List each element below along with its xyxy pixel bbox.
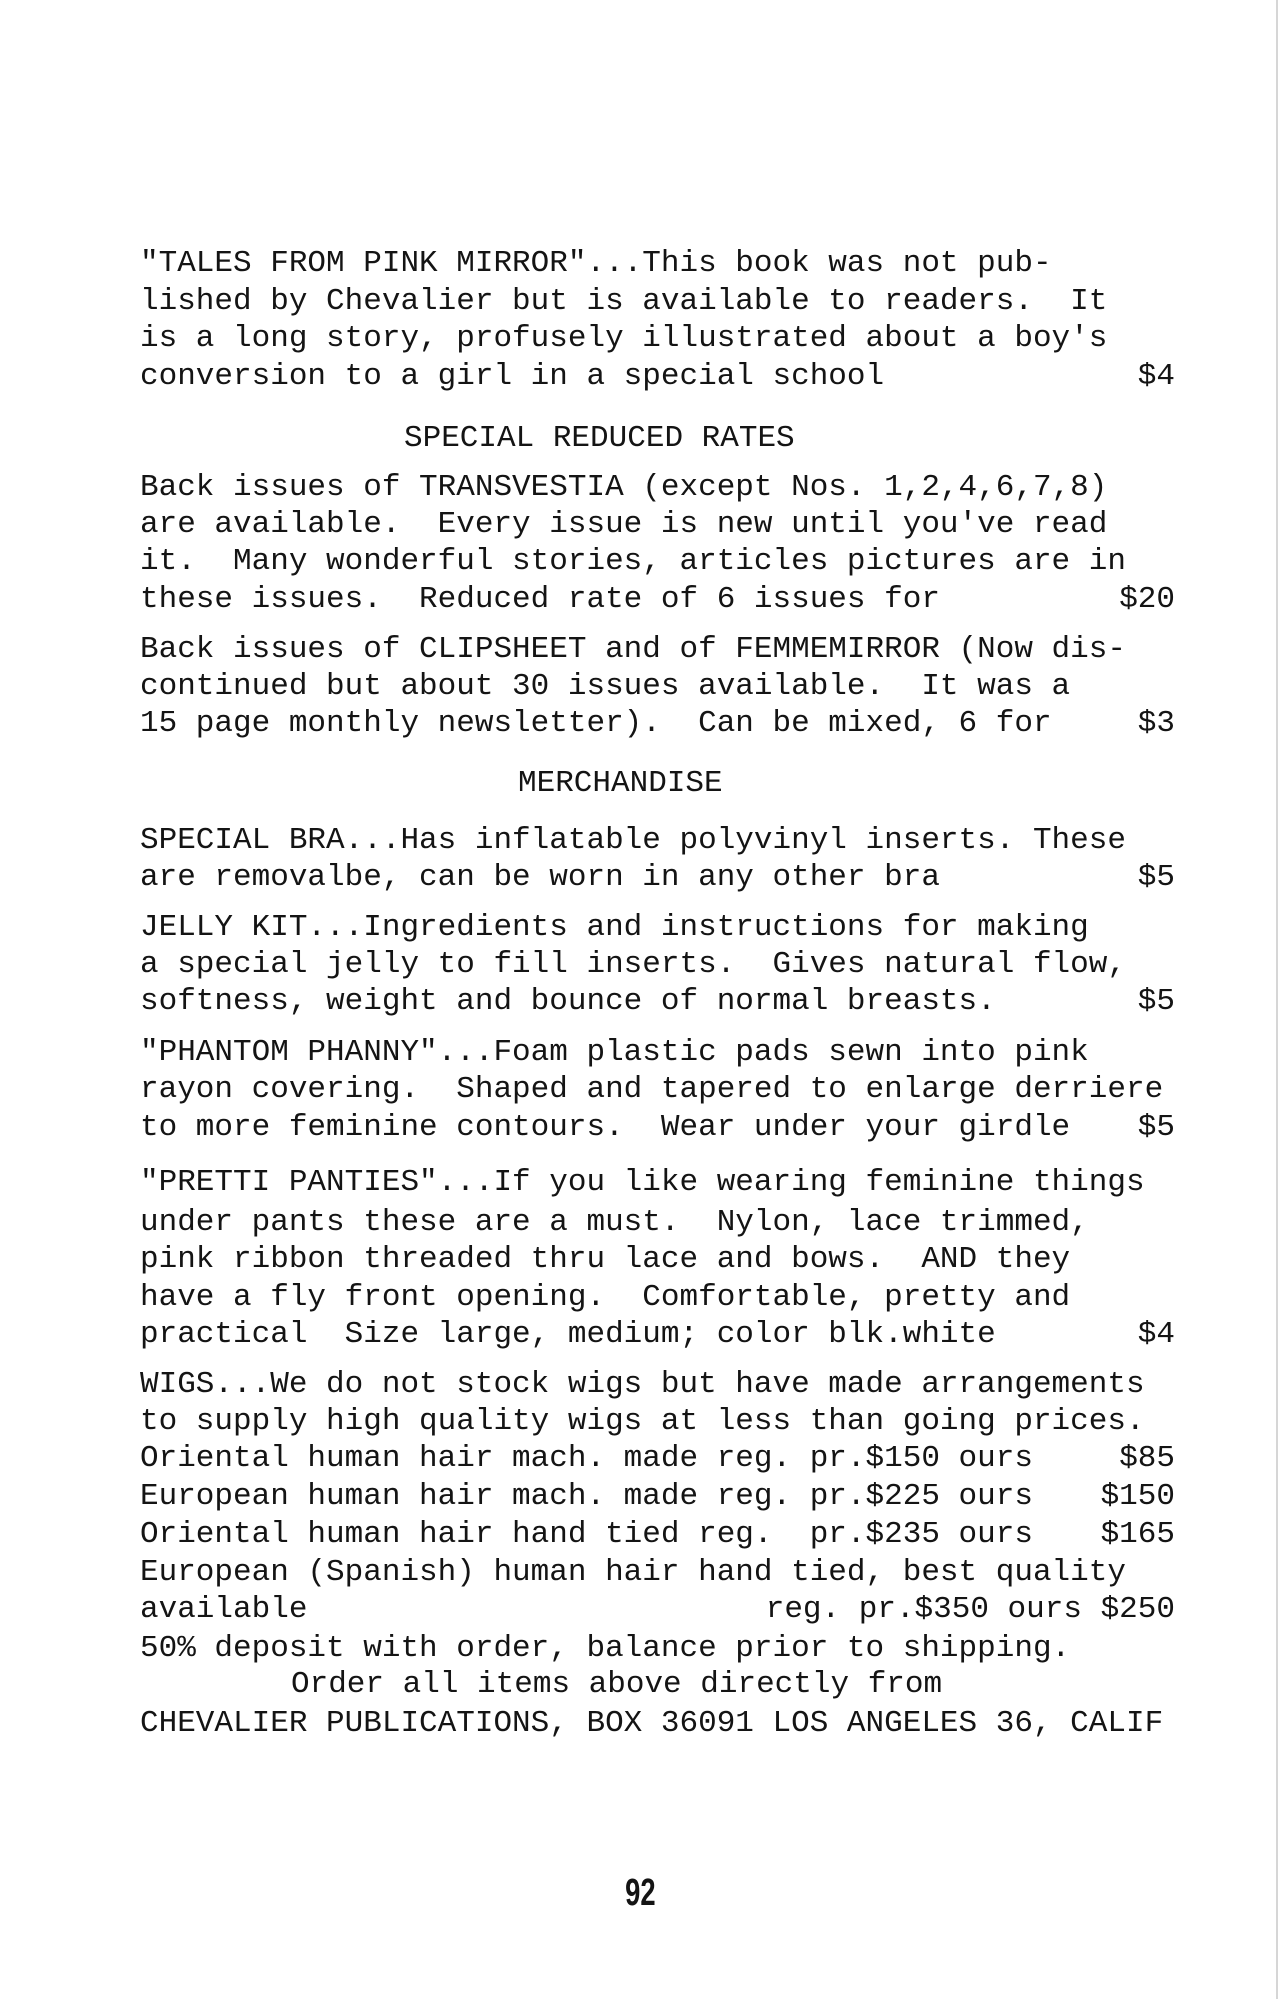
line-text: is a long story, profusely illustrated about a boy's bbox=[140, 321, 1108, 356]
price: $3 bbox=[1137, 706, 1175, 741]
text-line bbox=[140, 1440, 1175, 1478]
line-text: it. Many wonderful stories, articles pictures are in bbox=[140, 544, 1126, 579]
text-line bbox=[140, 581, 1175, 619]
line-text: European (Spanish) human hair hand tied, best quality bbox=[140, 1555, 1126, 1590]
line-text: a special jelly to fill inserts. Gives natural flow, bbox=[140, 947, 1126, 982]
line-text: under pants these are a must. Nylon, lace trimmed, bbox=[140, 1205, 1089, 1240]
line-text: Back issues of CLIPSHEET and of FEMMEMIRROR (Now dis- bbox=[140, 632, 1126, 667]
text-line bbox=[140, 909, 1175, 947]
line-text: continued but about 30 issues available. It was a bbox=[140, 669, 1071, 704]
text-line bbox=[140, 1630, 1175, 1668]
line-text: European human hair mach. made reg. pr.$225 ours bbox=[140, 1479, 1033, 1514]
text-line bbox=[140, 320, 1175, 358]
text-line bbox=[140, 1279, 1175, 1317]
text-line bbox=[140, 1204, 1175, 1242]
line-text: 15 page monthly newsletter). Can be mixed, 6 for bbox=[140, 706, 1052, 741]
line-text: Oriental human hair mach. made reg. pr.$150 ours bbox=[140, 1441, 1033, 1476]
text-line bbox=[140, 1071, 1175, 1109]
line-text: rayon covering. Shaped and tapered to enlarge derriere bbox=[140, 1072, 1164, 1107]
section-heading: SPECIAL REDUCED RATES bbox=[404, 421, 795, 456]
text-line bbox=[140, 506, 1175, 544]
text-line bbox=[140, 1591, 1175, 1629]
price: $165 bbox=[1100, 1517, 1175, 1552]
text-line bbox=[140, 1241, 1175, 1279]
text-line bbox=[140, 631, 1175, 669]
address-line bbox=[140, 1705, 1175, 1743]
line-text: are available. Every issue is new until you've read bbox=[140, 507, 1108, 542]
line-text: to more feminine contours. Wear under your girdle bbox=[140, 1110, 1071, 1145]
line-text: "PHANTOM PHANNY"...Foam plastic pads sewn into pink bbox=[140, 1035, 1089, 1070]
text-line bbox=[140, 822, 1175, 860]
text-line bbox=[140, 1109, 1175, 1147]
line-text: these issues. Reduced rate of 6 issues for bbox=[140, 582, 940, 617]
line-text: lished by Chevalier but is available to readers. It bbox=[140, 284, 1108, 319]
text-line bbox=[140, 1403, 1175, 1441]
text-line bbox=[140, 245, 1175, 283]
line-text: to supply high quality wigs at less than going prices. bbox=[140, 1404, 1145, 1439]
text-line bbox=[140, 705, 1175, 743]
text-line bbox=[140, 1366, 1175, 1404]
text-line bbox=[140, 543, 1175, 581]
text-line bbox=[140, 859, 1175, 897]
line-text: pink ribbon threaded thru lace and bows. AND they bbox=[140, 1242, 1071, 1277]
order-instruction: Order all items above directly from bbox=[291, 1667, 943, 1702]
page-edge bbox=[1276, 0, 1278, 1999]
line-text: CHEVALIER PUBLICATIONS, BOX 36091 LOS ANGELES 36, CALIF bbox=[140, 1706, 1164, 1741]
line-text: available bbox=[140, 1592, 308, 1627]
line-text: Oriental human hair hand tied reg. pr.$235 ours bbox=[140, 1517, 1033, 1552]
text-line bbox=[140, 983, 1175, 1021]
line-text: WIGS...We do not stock wigs but have made arrangements bbox=[140, 1367, 1145, 1402]
price: $4 bbox=[1137, 1317, 1175, 1352]
price: $5 bbox=[1137, 860, 1175, 895]
text-line bbox=[140, 358, 1175, 396]
text-line bbox=[140, 668, 1175, 706]
line-text: practical Size large, medium; color blk.white bbox=[140, 1317, 996, 1352]
price: $5 bbox=[1137, 984, 1175, 1019]
line-text: "TALES FROM PINK MIRROR"...This book was not pub- bbox=[140, 246, 1052, 281]
text-line bbox=[140, 1316, 1175, 1354]
text-line bbox=[140, 469, 1175, 507]
price: $150 bbox=[1100, 1479, 1175, 1514]
text-line bbox=[140, 1034, 1175, 1072]
text-line bbox=[140, 283, 1175, 321]
page-number: 92 bbox=[625, 1872, 656, 1914]
line-text: 50% deposit with order, balance prior to shipping. bbox=[140, 1631, 1071, 1666]
text-line bbox=[140, 1554, 1175, 1592]
line-text: Back issues of TRANSVESTIA (except Nos. 1,2,4,6,7,8) bbox=[140, 470, 1108, 505]
line-text: softness, weight and bounce of normal breasts. bbox=[140, 984, 996, 1019]
line-text: JELLY KIT...Ingredients and instructions for making bbox=[140, 910, 1089, 945]
price: $5 bbox=[1137, 1110, 1175, 1145]
text-line bbox=[140, 946, 1175, 984]
section-heading: MERCHANDISE bbox=[518, 766, 723, 801]
line-text: conversion to a girl in a special school bbox=[140, 359, 885, 394]
price: $85 bbox=[1119, 1441, 1175, 1476]
price: reg. pr.$350 ours $250 bbox=[765, 1592, 1175, 1627]
text-line bbox=[140, 1516, 1175, 1554]
line-text: SPECIAL BRA...Has inflatable polyvinyl inserts. These bbox=[140, 823, 1126, 858]
price: $4 bbox=[1137, 359, 1175, 394]
line-text: are removalbe, can be worn in any other bra bbox=[140, 860, 940, 895]
price: $20 bbox=[1119, 582, 1175, 617]
text-line bbox=[140, 1164, 1175, 1202]
line-text: "PRETTI PANTIES"...If you like wearing feminine things bbox=[140, 1165, 1145, 1200]
line-text: have a fly front opening. Comfortable, pretty and bbox=[140, 1280, 1071, 1315]
text-line bbox=[140, 1478, 1175, 1516]
